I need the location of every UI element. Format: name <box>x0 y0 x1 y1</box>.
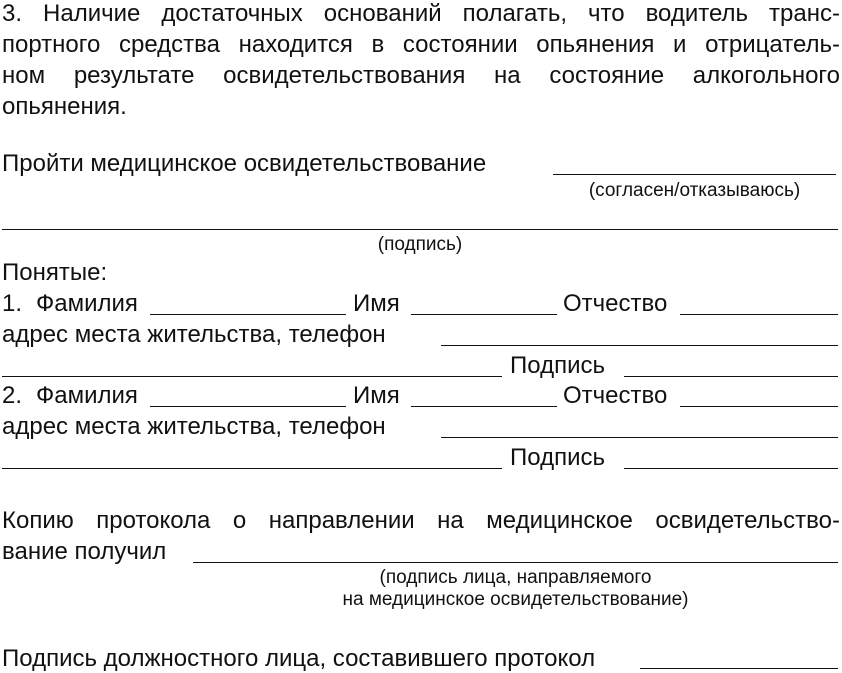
medical-exam-signature-hint: (подпись) <box>377 234 463 255</box>
copy-received-line-2: вание получил <box>2 538 167 565</box>
witness-1-signature-label: Подпись <box>510 352 605 379</box>
paragraph-3-line-2: портного средства находится в состоянии опьянения и отрицатель- <box>2 31 840 58</box>
paragraph-3-line-3: ном результате освидетельствования на состояние алкогольного <box>2 62 840 89</box>
witness-2-name-label: Имя <box>353 382 400 409</box>
witness-1-surname-label: Фамилия <box>36 290 138 317</box>
witness-1-address-label: адрес места жительства, телефон <box>2 321 386 348</box>
medical-exam-label: Пройти медицинское освидетельствование <box>2 150 487 177</box>
officer-signature-field[interactable] <box>640 668 838 669</box>
medical-exam-signature-field[interactable] <box>2 229 838 230</box>
witness-2-patronymic-field[interactable] <box>680 406 838 407</box>
witness-2-number: 2. <box>2 382 23 409</box>
witness-2-signature-label: Подпись <box>510 444 605 471</box>
copy-received-line-1: Копию протокола о направлении на медицинское освидетельство- <box>2 507 840 534</box>
copy-received-signature-field[interactable] <box>193 562 838 563</box>
witness-1-address-field[interactable] <box>441 345 838 346</box>
medical-exam-answer-field[interactable] <box>553 174 836 175</box>
witness-1-name-field[interactable] <box>411 314 557 315</box>
witness-1-patronymic-label: Отчество <box>563 290 668 317</box>
witness-1-address-continuation-field[interactable] <box>2 376 502 377</box>
witness-2-name-field[interactable] <box>411 406 557 407</box>
copy-received-hint-line-2: на медицинское освидетельствование) <box>342 589 689 610</box>
witness-2-patronymic-label: Отчество <box>563 382 668 409</box>
witness-2-surname-field[interactable] <box>150 406 346 407</box>
witness-1-number: 1. <box>2 290 23 317</box>
witness-2-address-continuation-field[interactable] <box>2 468 502 469</box>
witnesses-heading: Понятые: <box>2 259 108 286</box>
witness-2-signature-field[interactable] <box>624 468 838 469</box>
officer-signature-label: Подпись должностного лица, составившего протокол <box>2 645 596 672</box>
medical-exam-answer-hint: (согласен/отказываюсь) <box>588 180 801 201</box>
witness-2-surname-label: Фамилия <box>36 382 138 409</box>
witness-2-address-field[interactable] <box>441 437 838 438</box>
witness-2-address-label: адрес места жительства, телефон <box>2 413 386 440</box>
paragraph-3-line-4: опьянения. <box>2 93 127 120</box>
paragraph-3-line-1: 3. Наличие достаточных оснований полагать, что водитель транс- <box>2 0 840 27</box>
witness-1-surname-field[interactable] <box>150 314 346 315</box>
copy-received-hint-line-1: (подпись лица, направляемого <box>379 567 652 588</box>
witness-1-signature-field[interactable] <box>624 376 838 377</box>
witness-1-patronymic-field[interactable] <box>680 314 838 315</box>
witness-1-name-label: Имя <box>353 290 400 317</box>
